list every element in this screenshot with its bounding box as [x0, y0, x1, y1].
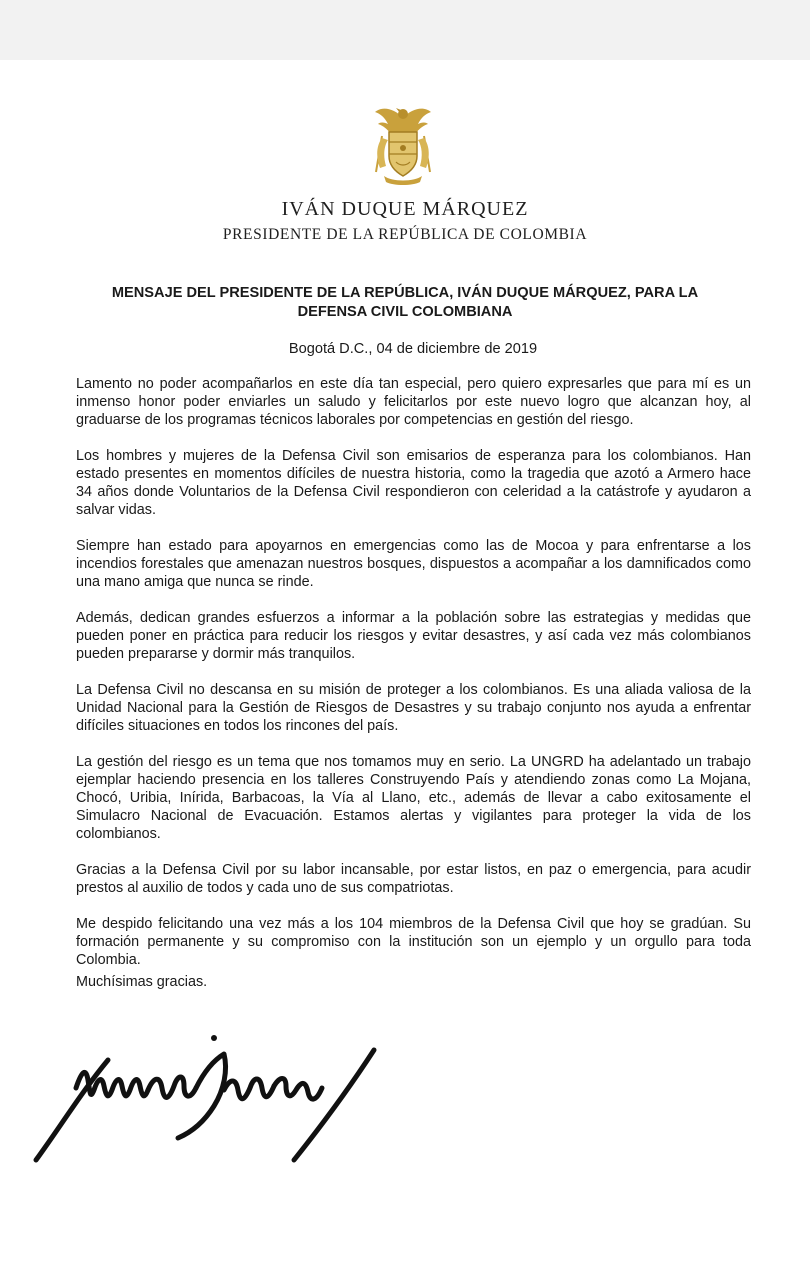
paragraph: La Defensa Civil no descansa en su misión de proteger a los colombianos. Es una aliada valiosa de la Unidad Nacional para la Gestión de Riesgos de Desastres y su trabajo conjunto nos ayuda a enfrentar difíciles situaciones en todos los rincones del país.: [76, 682, 751, 734]
letter-page: [0, 60, 810, 1280]
president-name: IVÁN DUQUE MÁRQUEZ: [281, 198, 529, 220]
signature-image: [28, 1020, 388, 1170]
paragraph: Siempre han estado para apoyarnos en emergencias como las de Mocoa y para enfrentarse a los incendios forestales que amenazan nuestros bosques, dispuestos a acompañar a los damnificados como una mano amiga que nunca se rinde.: [76, 538, 751, 590]
message-date: Bogotá D.C., 04 de diciembre de 2019: [288, 341, 538, 357]
paragraph: Me despido felicitando una vez más a los 104 miembros de la Defensa Civil que hoy se gradúan. Su formación permanente y su compromiso con la institución son un ejemplo y un orgullo para toda Colombia.: [76, 916, 751, 968]
top-status-band: [0, 0, 810, 60]
message-body: [76, 375, 751, 987]
paragraph: Los hombres y mujeres de la Defensa Civil son emisarios de esperanza para los colombianos. Han estado presentes en momentos difíciles de nuestra historia, como la tragedia que azotó a Armero hace 34 años donde Voluntarios de la Defensa Civil respondieron con celeridad a la catástrofe y ayudaron a salvar vidas.: [76, 448, 751, 518]
closing-line: Muchísimas gracias.: [76, 974, 208, 990]
paragraph: Gracias a la Defensa Civil por su labor incansable, por estar listos, en paz o emergencia, para acudir prestos al auxilio de todos y cada uno de sus compatriotas.: [76, 862, 751, 896]
paragraph: Además, dedican grandes esfuerzos a informar a la población sobre las estrategias y medidas que pueden poner en práctica para reducir los riesgos y evitar desastres, y así cada vez más colombianos pueden prepararse y dormir más tranquilos.: [76, 610, 751, 662]
paragraph: La gestión del riesgo es un tema que nos tomamos muy en serio. La UNGRD ha adelantado un trabajo ejemplar haciendo presencia en los talleres Construyendo País y atendiendo zonas como La Mojana, Chocó, Uribia, Inírida, Barbacoas, la Vía al Llano, etc., además de llevar a cabo exitosamente el Simulacro Nacional de Evacuación. Estamos alertas y vigilantes para proteger la vida de los colombianos.: [76, 754, 751, 842]
coat-of-arms-icon: [372, 102, 434, 186]
message-title: MENSAJE DEL PRESIDENTE DE LA REPÚBLICA, IVÁN DUQUE MÁRQUEZ, PARA LA DEFENSA CIVIL COLOMBIANA: [111, 285, 699, 320]
paragraph: Lamento no poder acompañarlos en este día tan especial, pero quiero expresarles que para mí es un inmenso honor poder enviarles un saludo y felicitarlos por este nuevo logro que alcanzan hoy, al graduarse de los programas técnicos laborales por competencias en gestión del riesgo.: [76, 376, 751, 428]
president-role: PRESIDENTE DE LA REPÚBLICA DE COLOMBIA: [222, 226, 588, 243]
